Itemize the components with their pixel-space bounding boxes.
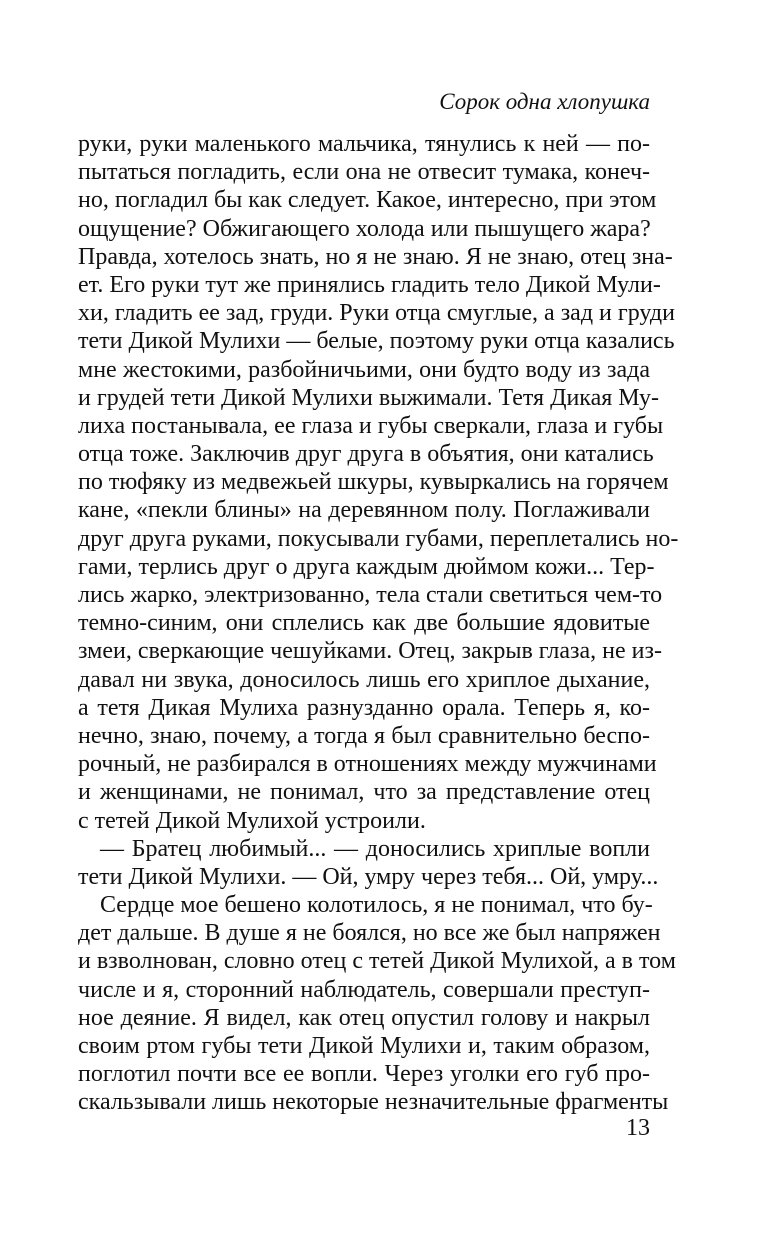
page-number: 13 [626,1115,650,1141]
text-line: своим ртом губы тети Дикой Мулихи и, таким образом, [78,1033,650,1059]
text-line: скальзывали лишь некоторые незначительные фрагменты [78,1089,669,1116]
text-line: змеи, сверкающие чешуйками. Отец, закрыв глаза, не из- [78,638,662,665]
text-line: кане, «пекли блины» на деревянном полу. Поглаживали [78,497,650,524]
text-line: нечно, знаю, почему, а тогда я был сравнительно беспо- [78,722,650,749]
body-text [78,130,679,1117]
text-line: дет дальше. В душе я не боялся, но все же был напряжен [78,920,661,947]
text-line: и женщинами, не понимал, что за представление отец [78,779,650,806]
text-line: давал ни звука, доносилось лишь его хриплое дыхание, [78,666,650,693]
text-line: — Братец любимый... — доносились хриплые вопли [100,835,650,862]
text-line: друг друга руками, покусывали губами, переплетались но- [78,525,679,552]
text-line: тети Дикой Мулихи — белые, поэтому руки отца казались [78,328,675,355]
text-line: числе и я, сторонний наблюдатель, совершали преступ- [78,976,650,1003]
text-line: рочный, не разбирался в отношениях между мужчинами [78,751,657,778]
text-line: Сердце мое бешено колотилось, я не понимал, что бу- [100,892,653,919]
text-line: тети Дикой Мулихи. — Ой, умру через тебя... Ой, умру... [78,863,659,890]
text-line: поглотил почти все ее вопли. Через уголки его губ про- [78,1061,650,1088]
text-line: руки, руки маленького мальчика, тянулись к ней — по- [78,131,650,157]
text-line: и грудей тети Дикой Мулихи выжимали. Тетя Дикая Му- [78,384,660,411]
running-head: Сорок одна хлопушка [439,89,650,114]
text-line: ощущение? Обжигающего холода или пышущего жара? [78,215,651,242]
text-line: ет. Его руки тут же принялись гладить тело Дикой Мули- [78,271,661,298]
text-line: ное деяние. Я видел, как отец опустил голову и накрыл [78,1004,650,1031]
text-line: по тюфяку из медвежьей шкуры, кувыркались на горячем [78,469,669,496]
text-line: лиха постанывала, ее глаза и губы сверкали, глаза и губы [78,412,664,439]
text-line: пытаться погладить, если она не отвесит тумака, конеч- [78,159,650,186]
text-line: лись жарко, электризованно, тела стали светиться чем-то [78,582,663,608]
text-line: темно-синим, они сплелись как две большие ядовитые [78,610,650,637]
text-line: с тетей Дикой Мулихой устроили. [78,807,426,834]
text-line: но, погладил бы как следует. Какое, интересно, при этом [78,187,657,214]
text-line: хи, гладить ее зад, груди. Руки отца смуглые, а зад и груди [78,300,675,327]
text-line: мне жестокими, разбойничьими, они будто воду из зада [78,356,650,383]
text-line: гами, терлись друг о друга каждым дюймом кожи... Тер- [78,553,655,580]
text-line: отца тоже. Заключив друг друга в объятия, они катались [78,441,654,468]
text-line: Правда, хотелось знать, но я не знаю. Я не знаю, отец зна- [78,243,673,270]
text-line: а тетя Дикая Мулиха разнузданно орала. Теперь я, ко- [78,694,650,721]
text-line: и взволнован, словно отец с тетей Дикой Мулихой, а в том [78,948,676,975]
